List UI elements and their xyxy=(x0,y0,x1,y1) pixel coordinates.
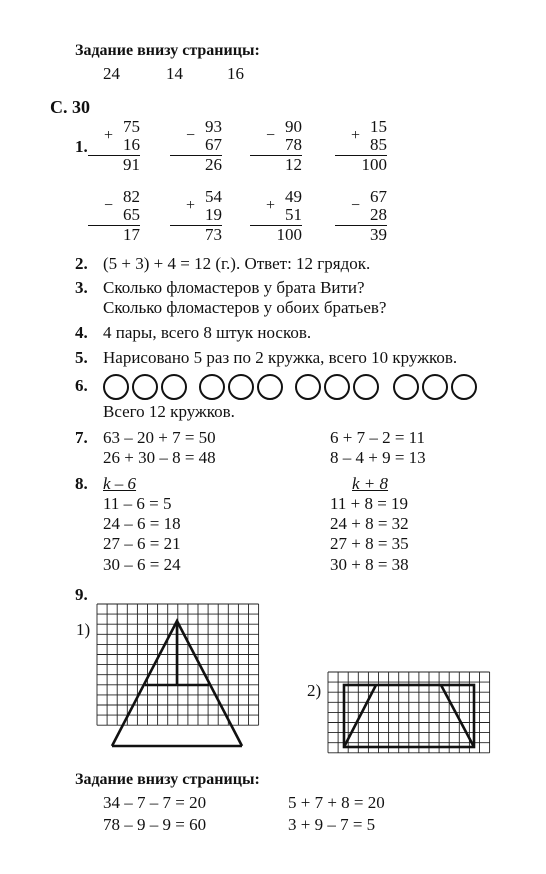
bottom-task-title: Задание внизу страницы: xyxy=(75,771,260,788)
result: 91 xyxy=(88,155,140,174)
column-example xyxy=(250,118,302,174)
task7-right-2: 8 – 4 + 9 = 13 xyxy=(330,448,426,467)
task8-left-header: k – 6 xyxy=(103,474,137,493)
operand-bottom: 51 xyxy=(285,205,302,224)
operand-bottom: 19 xyxy=(205,205,222,224)
grid-1 xyxy=(97,604,259,725)
task9-label-1: 1) xyxy=(76,620,91,639)
result: 26 xyxy=(170,155,222,174)
operand-top: 49 xyxy=(285,187,302,206)
operand-bottom: 65 xyxy=(123,205,140,224)
task9-number: 9. xyxy=(75,585,88,604)
rectangle-diagonal-left xyxy=(344,685,376,747)
task5-number: 5. xyxy=(75,348,88,367)
operation-sign: + xyxy=(351,127,361,144)
task8-left-3: 27 – 6 = 21 xyxy=(103,534,181,553)
circle xyxy=(451,374,477,400)
bottom-task-left-2: 78 – 9 – 9 = 60 xyxy=(103,815,207,834)
task2-number: 2. xyxy=(75,254,88,273)
top-task-value-1: 24 xyxy=(103,64,120,83)
operand-bottom: 67 xyxy=(205,135,222,154)
column-example xyxy=(88,118,140,174)
task8-left-4: 30 – 6 = 24 xyxy=(103,555,181,574)
task3-line2: Сколько фломастеров у обоих братьев? xyxy=(103,298,387,317)
circle-group-2 xyxy=(199,374,286,400)
task7-number: 7. xyxy=(75,428,88,447)
operation-sign: − xyxy=(351,197,361,214)
operand-top: 75 xyxy=(123,117,140,136)
task4-number: 4. xyxy=(75,323,88,342)
result: 12 xyxy=(250,155,302,174)
task8-right-3: 27 + 8 = 35 xyxy=(330,534,409,553)
circle xyxy=(228,374,254,400)
operation-sign: − xyxy=(266,127,276,144)
operand-top: 15 xyxy=(370,117,387,136)
operand-top: 54 xyxy=(205,187,222,206)
task2-text: (5 + 3) + 4 = 12 (г.). Ответ: 12 грядок. xyxy=(103,254,371,273)
operation-sign: + xyxy=(186,197,196,214)
bottom-task-right-2: 3 + 9 – 7 = 5 xyxy=(288,815,376,834)
circle xyxy=(257,374,283,400)
task9-label-2: 2) xyxy=(307,681,322,700)
circle xyxy=(132,374,158,400)
operand-top: 82 xyxy=(123,187,140,206)
operand-top: 90 xyxy=(285,117,302,136)
rectangle-diagonal-right xyxy=(441,685,474,747)
column-example xyxy=(170,188,222,244)
top-task-title: Задание внизу страницы: xyxy=(75,42,260,59)
operation-sign: − xyxy=(104,197,114,214)
task8-number: 8. xyxy=(75,474,88,493)
page-label: С. 30 xyxy=(50,97,90,117)
column-example xyxy=(335,118,387,174)
task8-right-1: 11 + 8 = 19 xyxy=(330,494,409,513)
task6-text: Всего 12 кружков. xyxy=(103,402,235,421)
circle xyxy=(199,374,225,400)
circle-group-3 xyxy=(295,374,382,400)
task7-right-1: 6 + 7 – 2 = 11 xyxy=(330,428,426,447)
operation-sign: − xyxy=(186,127,196,144)
operation-sign: + xyxy=(266,197,276,214)
bottom-task-right-1: 5 + 7 + 8 = 20 xyxy=(288,793,385,812)
task8-left-1: 11 – 6 = 5 xyxy=(103,494,172,513)
task8-left-2: 24 – 6 = 18 xyxy=(103,514,181,533)
task3-line1: Сколько фломастеров у брата Вити? xyxy=(103,278,365,297)
operation-sign: + xyxy=(104,127,114,144)
operand-bottom: 78 xyxy=(285,135,302,154)
operand-bottom: 16 xyxy=(123,135,140,154)
result: 100 xyxy=(250,225,302,244)
task5-text: Нарисовано 5 раз по 2 кружка, всего 10 кружков. xyxy=(103,348,458,367)
operand-top: 93 xyxy=(205,117,222,136)
circle-group-4 xyxy=(393,374,480,400)
circle xyxy=(324,374,350,400)
rectangle-outline xyxy=(344,685,474,747)
circle xyxy=(353,374,379,400)
task3-number: 3. xyxy=(75,278,88,297)
circle xyxy=(161,374,187,400)
task7-left-1: 63 – 20 + 7 = 50 xyxy=(103,428,216,447)
rectangle-figure xyxy=(344,685,474,747)
top-task-value-3: 16 xyxy=(227,64,244,83)
result: 73 xyxy=(170,225,222,244)
task8-right-header: k + 8 xyxy=(352,474,389,493)
circle xyxy=(393,374,419,400)
result: 100 xyxy=(335,155,387,174)
task8-right-2: 24 + 8 = 32 xyxy=(330,514,409,533)
triangle-figure xyxy=(112,621,242,746)
result: 39 xyxy=(335,225,387,244)
circle-group-1 xyxy=(103,374,190,400)
column-example xyxy=(88,188,140,244)
task4-text: 4 пары, всего 8 штук носков. xyxy=(103,323,312,342)
column-example xyxy=(170,118,222,174)
operand-bottom: 85 xyxy=(370,135,387,154)
top-task-value-2: 14 xyxy=(166,64,183,83)
column-example xyxy=(335,188,387,244)
circle xyxy=(295,374,321,400)
task8-right-4: 30 + 8 = 38 xyxy=(330,555,409,574)
circle xyxy=(422,374,448,400)
operand-top: 67 xyxy=(370,187,387,206)
triangle-sides xyxy=(112,621,242,746)
result: 17 xyxy=(88,225,140,244)
task7-left-2: 26 + 30 – 8 = 48 xyxy=(103,448,216,467)
task6-number: 6. xyxy=(75,376,88,395)
circle xyxy=(103,374,129,400)
task1-number: 1. xyxy=(75,137,88,156)
operand-bottom: 28 xyxy=(370,205,387,224)
bottom-task-left-1: 34 – 7 – 7 = 20 xyxy=(103,793,207,812)
column-example xyxy=(250,188,302,244)
grid-2 xyxy=(328,672,490,753)
